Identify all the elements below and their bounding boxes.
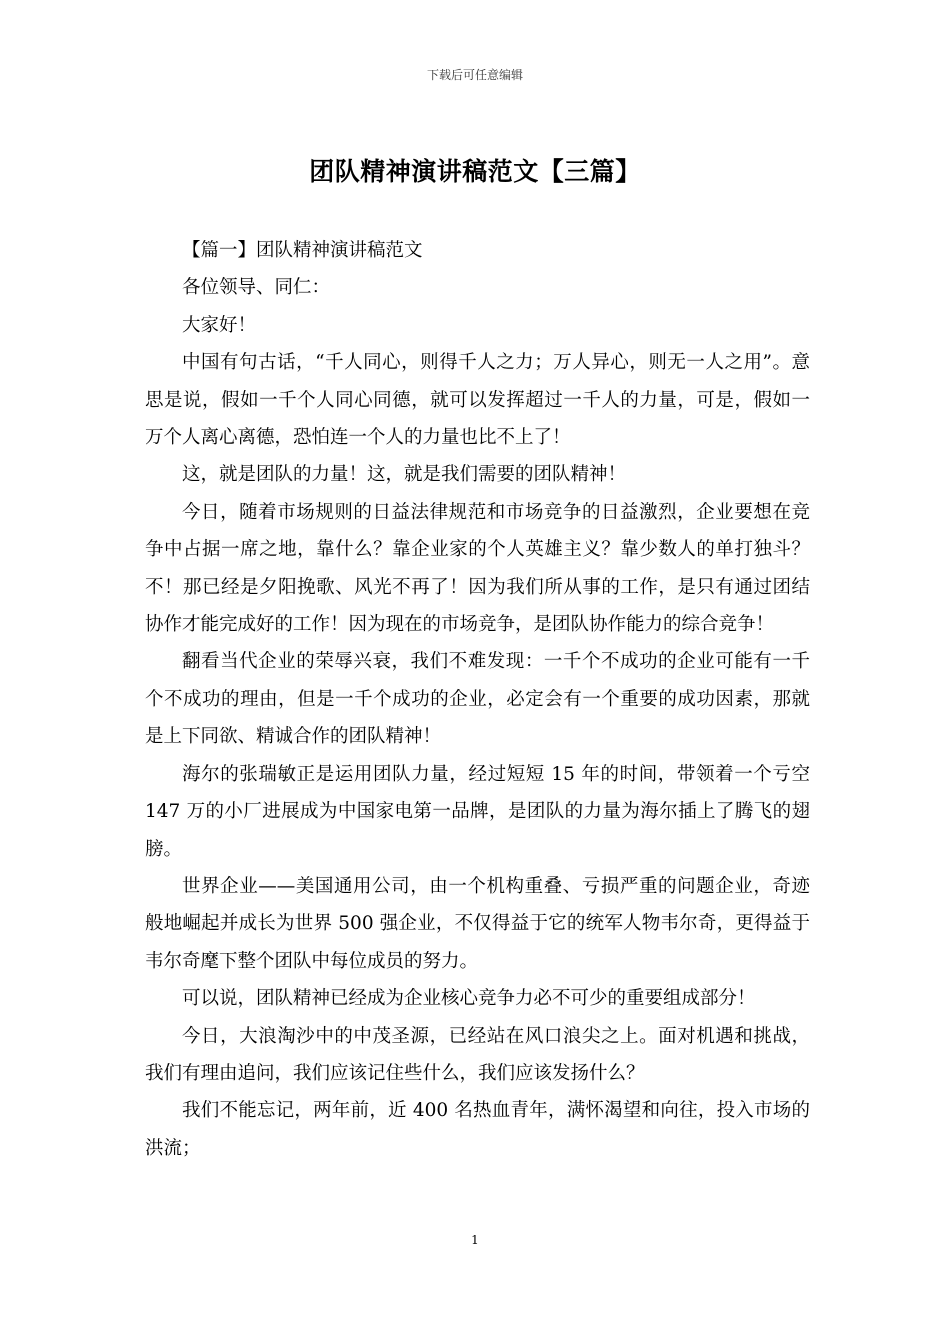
paragraph: 世界企业——美国通用公司，由一个机构重叠、亏损严重的问题企业，奇迹般地崛起并成长为世界 500 强企业，不仅得益于它的统军人物韦尔奇，更得益于韦尔奇麾下整个团队中每位成员的努力。: [145, 875, 810, 972]
page-header-note: 下载后可任意编辑: [426, 68, 523, 82]
paragraph: 这，就是团队的力量！这，就是我们需要的团队精神！: [182, 464, 627, 486]
paragraph: 中国有句古话，“千人同心，则得千人之力；万人异心，则无一人之用”。意思是说，假如一千个人同心同德，就可以发挥超过一千人的力量，可是，假如一万个人离心离德，恐怕连一个人的力量也比不上了！: [145, 352, 810, 449]
document-body: [145, 232, 810, 1167]
paragraph: 可以说，团队精神已经成为企业核心竞争力必不可少的重要组成部分！: [182, 988, 756, 1010]
paragraph: 翻看当代企业的荣辱兴衰，我们不难发现：一千个不成功的企业可能有一千个不成功的理由，但是一千个成功的企业，必定会有一个重要的成功因素，那就是上下同欲、精诚合作的团队精神！: [145, 651, 810, 748]
paragraph: 今日，随着市场规则的日益法律规范和市场竞争的日益激烈，企业要想在竞争中占据一席之地，靠什么？靠企业家的个人英雄主义？靠少数人的单打独斗？不！那已经是夕阳挽歌、风光不再了！因为我们所从事的工作，是只有通过团结协作才能完成好的工作！因为现在的市场竞争，是团队协作能力的综合竞争！: [145, 501, 810, 636]
paragraph: 今日，大浪淘沙中的中茂圣源，已经站在风口浪尖之上。面对机遇和挑战，我们有理由追问，我们应该记住些什么，我们应该发扬什么？: [145, 1025, 810, 1084]
salutation: 各位领导、同仁：: [182, 277, 331, 299]
document-title: 团队精神演讲稿范文【三篇】: [309, 157, 641, 186]
paragraph: 我们不能忘记，两年前，近 400 名热血青年，满怀渴望和向往，投入市场的洪流；: [145, 1100, 810, 1159]
greeting: 大家好！: [182, 314, 257, 336]
paragraph: 海尔的张瑞敏正是运用团队力量，经过短短 15 年的时间，带领着一个亏空 147 万的小厂进展成为中国家电第一品牌，是团队的力量为海尔插上了腾飞的翅膀。: [145, 763, 810, 860]
section-heading: 【篇一】团队精神演讲稿范文: [182, 240, 423, 261]
page-number: 1: [471, 1233, 479, 1247]
